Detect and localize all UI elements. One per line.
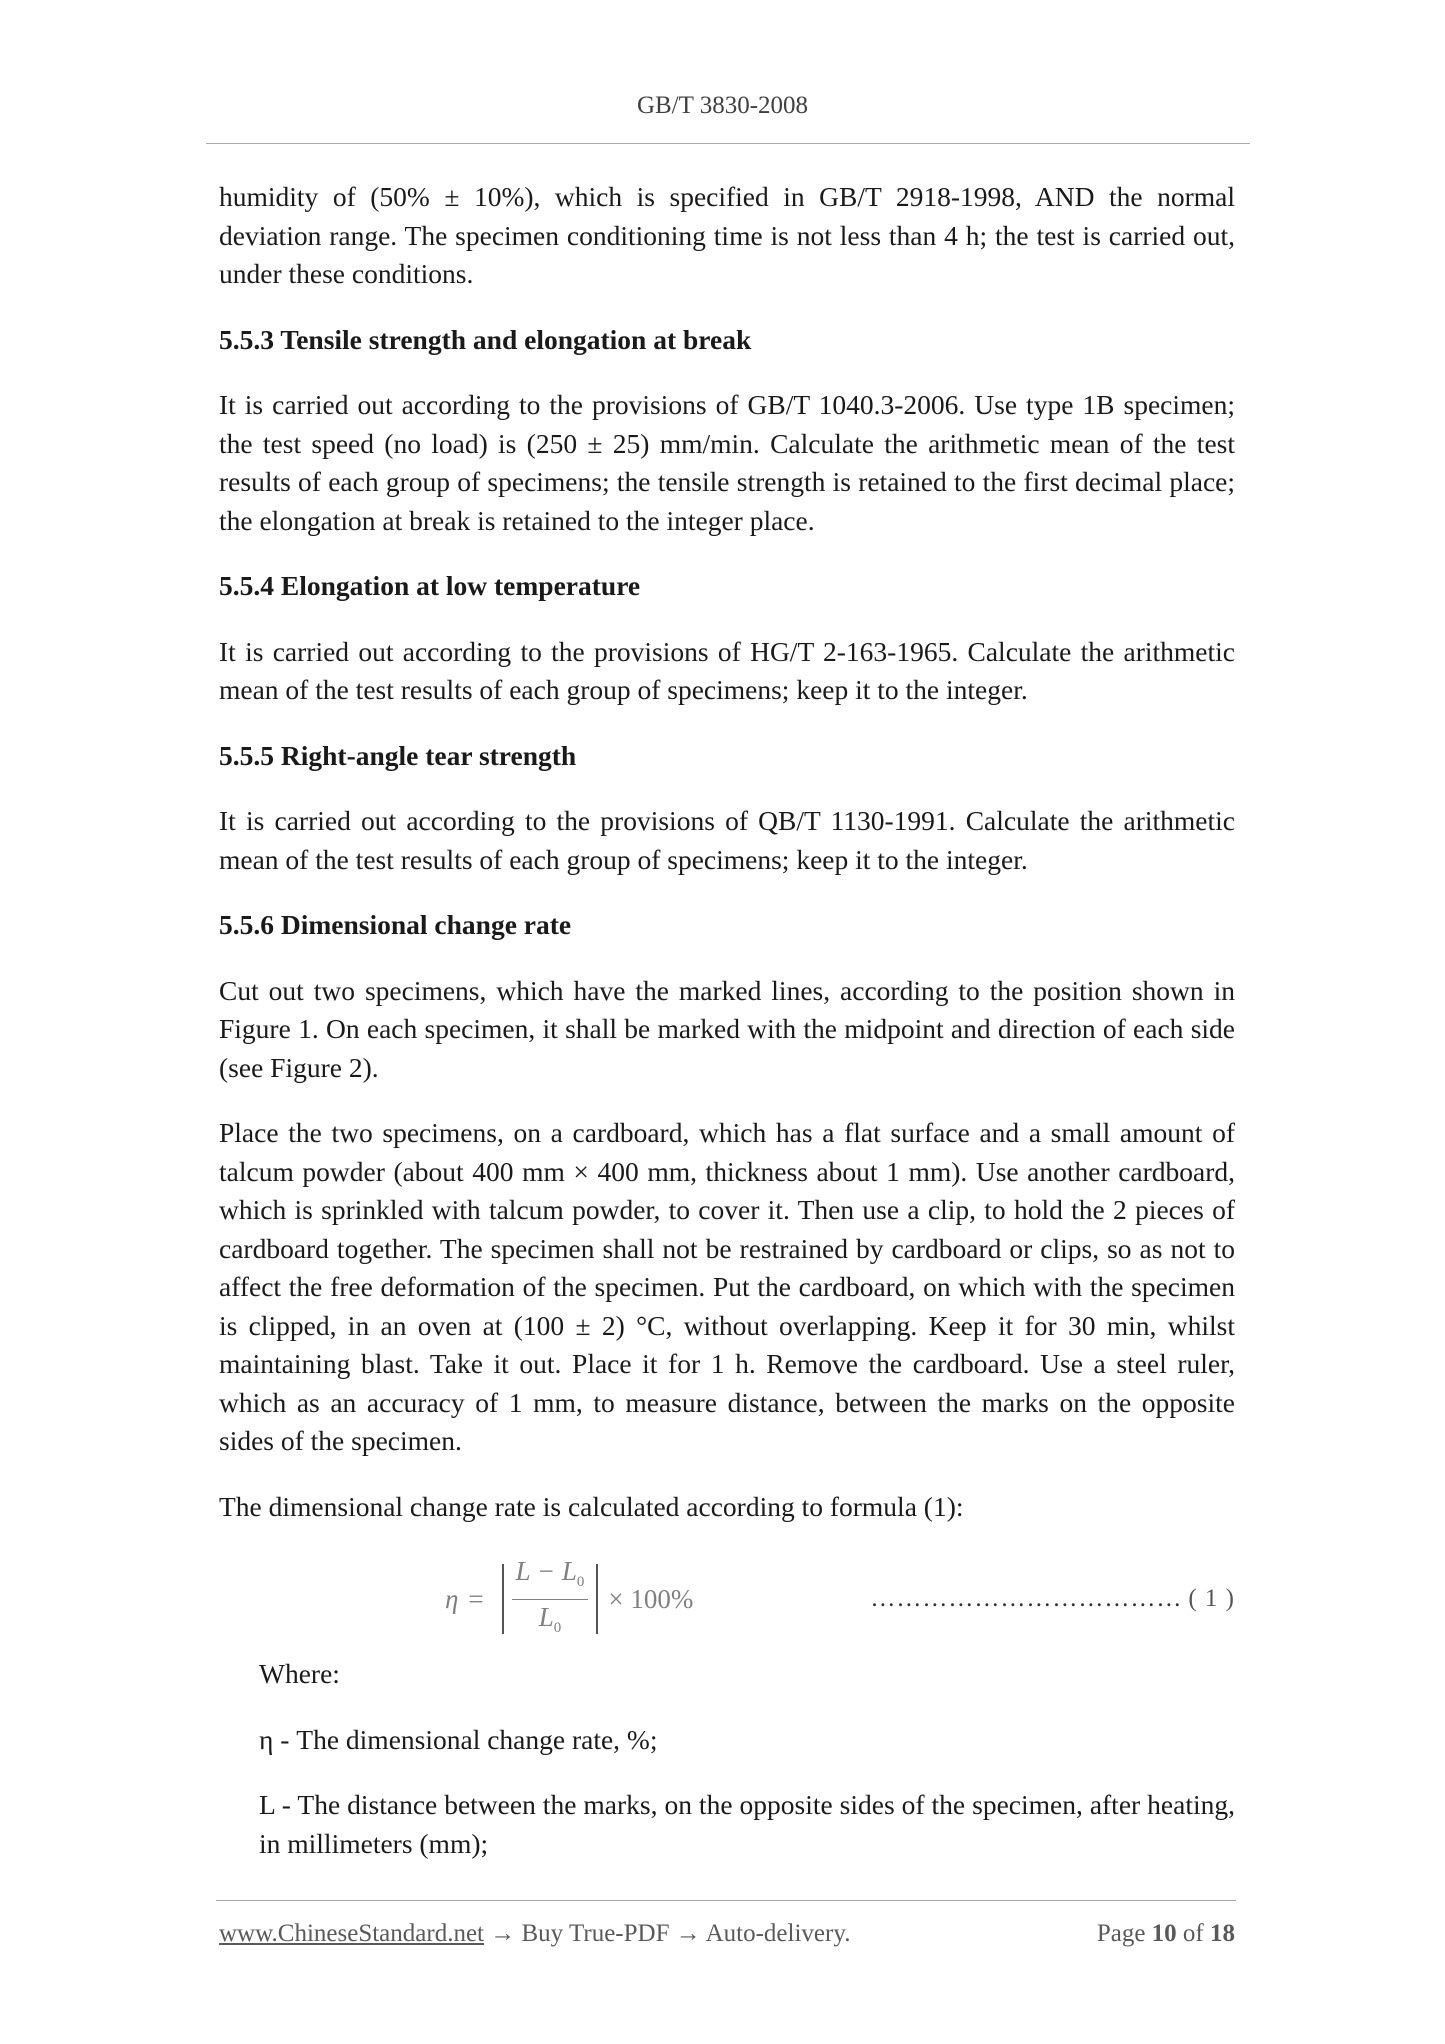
formula-multiplier: × 100% — [608, 1583, 694, 1614]
page-total: 18 — [1210, 1920, 1235, 1947]
formula-denominator-text: L — [538, 1601, 554, 1632]
footer-divider — [216, 1900, 1236, 1901]
footer-delivery-text: Auto-delivery. — [705, 1920, 851, 1947]
formula-absolute-value — [502, 1555, 599, 1636]
section-heading-5-5-6: 5.5.6 Dimensional change rate — [219, 909, 572, 940]
section-heading-5-5-4: 5.5.4 Elongation at low temperature — [219, 570, 641, 601]
formula-numerator — [512, 1557, 589, 1600]
paragraph-cut-specimens: Cut out two specimens, which have the marked lines, according to the position shown in Figure 1. On each specimen, it shall be marked with the midpoint and direction of each side (see Figure 2). — [219, 974, 1235, 1083]
of-label: of — [1182, 1920, 1204, 1947]
paragraph-low-temperature: It is carried out according to the provisions of HG/T 2-163-1965. Calculate the arithmetic mean of the test results of each group of specimens; keep it to the integer. — [219, 635, 1235, 705]
page-label: Page — [1096, 1920, 1146, 1947]
formula-1 — [219, 1553, 1235, 1645]
footer-promo — [219, 1920, 850, 1948]
header-divider — [206, 143, 1250, 144]
section-heading-5-5-3: 5.5.3 Tensile strength and elongation at break — [219, 323, 752, 355]
footer-buy-text: Buy True-PDF — [521, 1920, 670, 1947]
formula-numerator-subscript: 0 — [576, 1573, 585, 1590]
section-heading-5-5-5: 5.5.5 Right-angle tear strength — [219, 739, 577, 771]
where-label: Where: — [259, 1658, 340, 1689]
formula-equals: = — [468, 1583, 484, 1614]
paragraph-tear-strength: It is carried out according to the provisions of QB/T 1130-1991. Calculate the arithmetic mean of the test results of each group of specimens; keep it to the integer. — [219, 805, 1235, 875]
page-number — [1097, 1920, 1235, 1948]
formula-fraction — [512, 1557, 589, 1642]
formula-denominator — [539, 1600, 562, 1642]
formula-ref-number: ( 1 ) — [1188, 1585, 1235, 1612]
paragraph-humidity: humidity of (50% ± 10%), which is specified in GB/T 2918-1998, AND the normal deviation range. The specimen conditioning time is not less than 4 h; the test is carried out, under these conditions. — [219, 181, 1235, 289]
paragraph-formula-intro: The dimensional change rate is calculated according to formula (1): — [219, 1490, 964, 1522]
definition-eta: η - The dimensional change rate, %; — [259, 1723, 658, 1755]
page-current: 10 — [1151, 1920, 1177, 1947]
website-link[interactable]: www.ChineseStandard.net — [219, 1920, 484, 1947]
paragraph-oven-procedure: Place the two specimens, on a cardboard, which has a flat surface and a small amount of talcum powder (about 400 mm × 400 mm, thickness about 1 mm). Use another cardboard, which is sprinkled with talcum powder, to cover it. Then use a clip, to hold the 2 pieces of cardboard together. The specimen shall not be restrained by cardboard or clips, so as not to affect the free deformation of the specimen. Put the cardboard, on which with the specimen is clipped, in an oven at (100 ± 2) °C, without overlapping. Keep it for 30 min, whilst maintaining blast. Take it out. Place it for 1 h. Remove the cardboard. Use a steel ruler, which as an accuracy of 1 mm, to measure distance, between the marks on the opposite sides of the specimen. — [219, 1117, 1235, 1456]
definition-L: L - The distance between the marks, on the opposite sides of the specimen, after heating, in millimeters (mm); — [259, 1789, 1235, 1859]
document-body — [219, 178, 1235, 1890]
arrow-right-icon: → — [675, 1920, 701, 1947]
page-header-title: GB/T 3830-2008 — [636, 92, 809, 119]
formula-denominator-subscript: 0 — [553, 1619, 562, 1636]
formula-numerator-text: L − L — [515, 1555, 577, 1586]
paragraph-tensile-strength: It is carried out according to the provisions of GB/T 1040.3-2006. Use type 1B specimen; the test speed (no load) is (250 ± 25) mm/min. Calculate the arithmetic mean of the test results of each group of specimens; the tensile strength is retained to the first decimal place; the elongation at break is retained to the integer place. — [219, 389, 1235, 536]
formula-expression — [445, 1553, 693, 1645]
formula-reference — [870, 1553, 1235, 1645]
formula-ref-dots: ……………………………… — [870, 1585, 1183, 1612]
formula-lhs: η — [445, 1583, 459, 1614]
arrow-right-icon: → — [490, 1920, 516, 1947]
